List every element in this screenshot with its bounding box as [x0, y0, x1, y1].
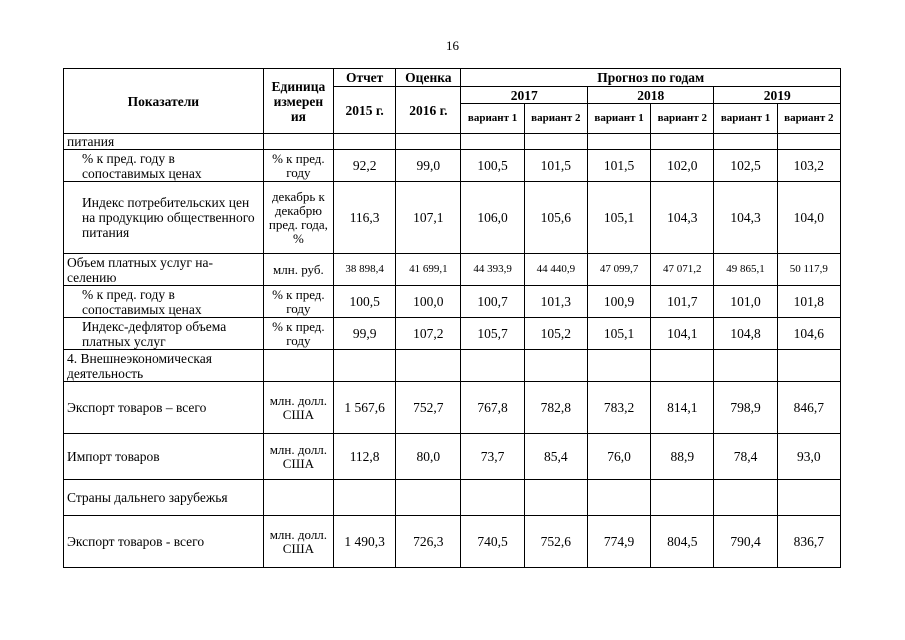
row-value	[524, 480, 587, 516]
header-unit: Единица измерен ия	[263, 69, 333, 134]
table-row	[64, 150, 841, 182]
header-variant: вариант 1	[587, 104, 650, 134]
header-indicators: Показатели	[64, 69, 264, 134]
row-value: 774,9	[587, 516, 650, 568]
row-value: 47 071,2	[651, 254, 714, 286]
row-value: 790,4	[714, 516, 777, 568]
row-value: 38 898,4	[334, 254, 396, 286]
row-value	[777, 134, 840, 150]
header-year-2017: 2017	[461, 87, 587, 104]
row-value: 105,1	[587, 182, 650, 254]
row-value	[461, 480, 524, 516]
row-value: 99,0	[396, 150, 461, 182]
row-value: 80,0	[396, 434, 461, 480]
row-value: 104,6	[777, 318, 840, 350]
row-value: 798,9	[714, 382, 777, 434]
header-variant: вариант 2	[651, 104, 714, 134]
row-value: 44 440,9	[524, 254, 587, 286]
row-value: 102,0	[651, 150, 714, 182]
row-unit: млн. долл. США	[263, 516, 333, 568]
row-value: 78,4	[714, 434, 777, 480]
table-row	[64, 286, 841, 318]
row-value	[777, 350, 840, 382]
header-year-2019: 2019	[714, 87, 841, 104]
forecast-table	[63, 68, 841, 568]
row-value: 814,1	[651, 382, 714, 434]
row-value: 101,0	[714, 286, 777, 318]
row-value: 101,5	[524, 150, 587, 182]
page-number: 16	[446, 38, 459, 53]
row-value: 104,1	[651, 318, 714, 350]
header-year-2016: 2016 г.	[396, 87, 461, 134]
row-value: 107,2	[396, 318, 461, 350]
row-value	[334, 350, 396, 382]
row-unit: % к пред. году	[263, 318, 333, 350]
row-value: 105,6	[524, 182, 587, 254]
row-value: 85,4	[524, 434, 587, 480]
row-value: 100,0	[396, 286, 461, 318]
row-value: 50 117,9	[777, 254, 840, 286]
row-unit: % к пред. году	[263, 286, 333, 318]
row-value: 104,0	[777, 182, 840, 254]
row-value: 88,9	[651, 434, 714, 480]
row-value: 106,0	[461, 182, 524, 254]
table-header	[64, 69, 841, 134]
row-value: 92,2	[334, 150, 396, 182]
row-value	[714, 480, 777, 516]
row-value: 47 099,7	[587, 254, 650, 286]
header-forecast: Прогноз по годам	[461, 69, 841, 87]
row-value: 76,0	[587, 434, 650, 480]
table-row	[64, 480, 841, 516]
table-row	[64, 434, 841, 480]
row-unit	[263, 480, 333, 516]
row-value: 41 699,1	[396, 254, 461, 286]
table-row	[64, 134, 841, 150]
row-value: 105,2	[524, 318, 587, 350]
row-label: Экспорт товаров – всего	[64, 382, 264, 434]
row-label: Объем платных услуг на-селению	[64, 254, 264, 286]
row-value	[461, 134, 524, 150]
row-value	[651, 350, 714, 382]
row-value: 44 393,9	[461, 254, 524, 286]
header-year-2015: 2015 г.	[334, 87, 396, 134]
row-value: 101,8	[777, 286, 840, 318]
table-body	[64, 134, 841, 568]
row-value: 102,5	[714, 150, 777, 182]
row-unit	[263, 350, 333, 382]
row-value: 49 865,1	[714, 254, 777, 286]
row-value	[334, 134, 396, 150]
row-value: 836,7	[777, 516, 840, 568]
row-unit: млн. руб.	[263, 254, 333, 286]
row-value: 101,5	[587, 150, 650, 182]
row-value: 105,1	[587, 318, 650, 350]
row-label: 4. Внешнеэкономическая деятельность	[64, 350, 264, 382]
row-value: 104,3	[714, 182, 777, 254]
row-unit	[263, 134, 333, 150]
row-value: 782,8	[524, 382, 587, 434]
row-label: Индекс-дефлятор объема платных услуг	[64, 318, 264, 350]
row-value: 783,2	[587, 382, 650, 434]
row-label: Экспорт товаров - всего	[64, 516, 264, 568]
row-unit: млн. долл. США	[263, 434, 333, 480]
table-row	[64, 254, 841, 286]
row-unit: декабрь к декабрю пред. года, %	[263, 182, 333, 254]
row-label: Индекс потребительских цен на продукцию общественного питания	[64, 182, 264, 254]
row-value: 100,9	[587, 286, 650, 318]
header-report: Отчет	[334, 69, 396, 87]
table-row	[64, 318, 841, 350]
row-value: 101,3	[524, 286, 587, 318]
row-label: Импорт товаров	[64, 434, 264, 480]
header-variant: вариант 1	[714, 104, 777, 134]
row-value: 100,5	[461, 150, 524, 182]
row-value: 103,2	[777, 150, 840, 182]
row-value	[396, 134, 461, 150]
row-value: 804,5	[651, 516, 714, 568]
header-year-2018: 2018	[587, 87, 713, 104]
row-value: 100,5	[334, 286, 396, 318]
row-value: 93,0	[777, 434, 840, 480]
row-value	[524, 350, 587, 382]
row-value	[587, 480, 650, 516]
row-value: 101,7	[651, 286, 714, 318]
header-variant: вариант 2	[777, 104, 840, 134]
row-value	[714, 350, 777, 382]
table-row	[64, 350, 841, 382]
row-value: 1 490,3	[334, 516, 396, 568]
row-value	[524, 134, 587, 150]
row-value: 100,7	[461, 286, 524, 318]
row-value: 105,7	[461, 318, 524, 350]
row-label: % к пред. году в сопоставимых ценах	[64, 286, 264, 318]
row-value	[396, 480, 461, 516]
row-value: 104,3	[651, 182, 714, 254]
row-label: питания	[64, 134, 264, 150]
table-row	[64, 382, 841, 434]
row-label: Страны дальнего зарубежья	[64, 480, 264, 516]
row-value	[334, 480, 396, 516]
row-value: 1 567,6	[334, 382, 396, 434]
row-label: % к пред. году в сопоставимых ценах	[64, 150, 264, 182]
row-value: 846,7	[777, 382, 840, 434]
row-value	[714, 134, 777, 150]
row-value: 107,1	[396, 182, 461, 254]
row-value	[587, 350, 650, 382]
table-row	[64, 182, 841, 254]
row-value: 104,8	[714, 318, 777, 350]
header-variant: вариант 1	[461, 104, 524, 134]
row-value: 726,3	[396, 516, 461, 568]
row-value	[587, 134, 650, 150]
row-value: 767,8	[461, 382, 524, 434]
row-value: 752,7	[396, 382, 461, 434]
row-value: 740,5	[461, 516, 524, 568]
row-value	[651, 134, 714, 150]
row-value: 73,7	[461, 434, 524, 480]
row-value: 752,6	[524, 516, 587, 568]
row-unit: млн. долл. США	[263, 382, 333, 434]
row-value	[777, 480, 840, 516]
header-variant: вариант 2	[524, 104, 587, 134]
row-value: 116,3	[334, 182, 396, 254]
row-value	[396, 350, 461, 382]
row-value	[651, 480, 714, 516]
row-unit: % к пред. году	[263, 150, 333, 182]
row-value: 99,9	[334, 318, 396, 350]
header-estimate: Оценка	[396, 69, 461, 87]
table-row	[64, 516, 841, 568]
row-value	[461, 350, 524, 382]
row-value: 112,8	[334, 434, 396, 480]
